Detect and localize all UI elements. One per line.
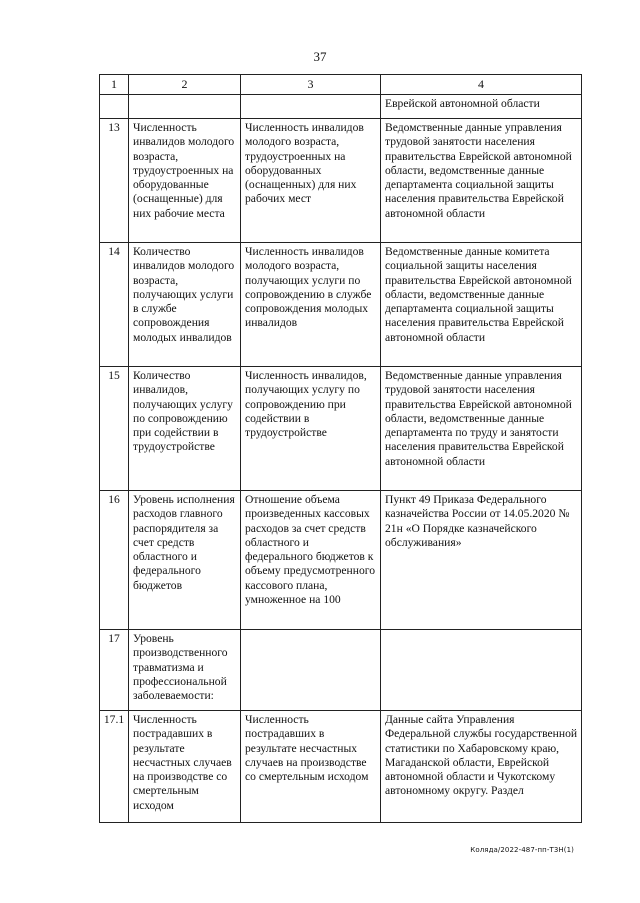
row-number: 14 (100, 243, 129, 367)
page-number: 37 (313, 49, 327, 64)
data-source (381, 630, 582, 711)
data-source: Данные сайта Управления Федеральной службы государственной статистики по Хабаровскому краю, Магаданской области, Еврейской автономной области и Чукотскому автономному округу. Раздел (381, 711, 582, 823)
indicator-name (129, 95, 241, 119)
row-number: 15 (100, 367, 129, 491)
table-row (100, 491, 582, 630)
row-number: 16 (100, 491, 129, 630)
indicator-name: Количество инвалидов, получающих услугу по сопровождению при содействии в трудоустройстве (129, 367, 241, 491)
indicator-name: Численность пострадавших в результате несчастных случаев на производстве со смертельным исходом (129, 711, 241, 823)
indicators-table (99, 74, 582, 823)
document-footer-code: Коляда/2022-487-пп-Т3Н(1) (470, 846, 574, 854)
data-source: Ведомственные данные управления трудовой занятости населения правительства Еврейской автономной области, ведомственные данные департамента по труду и занятости населения правительства Еврейской автономной области (381, 367, 582, 491)
header-col-4: 4 (381, 75, 582, 95)
calculation-method (241, 95, 381, 119)
row-number: 17 (100, 630, 129, 711)
table-row (100, 119, 582, 243)
calculation-method (241, 630, 381, 711)
data-source: Пункт 49 Приказа Федерального казначейства России от 14.05.2020 № 21н «О Порядке казначейского обслуживания» (381, 491, 582, 630)
row-number: 13 (100, 119, 129, 243)
row-number: 17.1 (100, 711, 129, 823)
calculation-method: Отношение объема произведенных кассовых расходов за счет средств областного и федерального бюджетов к объему предусмотренного кассового плана, умноженное на 100 (241, 491, 381, 630)
data-source: Ведомственные данные комитета социальной защиты населения правительства Еврейской автономной области, ведомственные данные департамента социальной защиты населения правительства Еврейской автономной области (381, 243, 582, 367)
data-source: Еврейской автономной области (381, 95, 582, 119)
table-row (100, 95, 582, 119)
indicator-name: Количество инвалидов молодого возраста, получающих услуги в службе сопровождения молодых инвалидов (129, 243, 241, 367)
table-row (100, 711, 582, 823)
header-col-1: 1 (100, 75, 129, 95)
header-col-2: 2 (129, 75, 241, 95)
indicator-name: Уровень производственного травматизма и профессиональной заболеваемости: (129, 630, 241, 711)
row-number (100, 95, 129, 119)
calculation-method: Численность пострадавших в результате несчастных случаев на производстве со смертельным исходом (241, 711, 381, 823)
table-row (100, 367, 582, 491)
indicator-name: Численность инвалидов молодого возраста, трудоустроенных на оборудованные (оснащенные) для них рабочие места (129, 119, 241, 243)
table-row (100, 630, 582, 711)
indicator-name: Уровень исполнения расходов главного распорядителя за счет средств областного и федерального бюджетов (129, 491, 241, 630)
calculation-method: Численность инвалидов, получающих услугу по сопровождению при содействии в трудоустройстве (241, 367, 381, 491)
table-header-row (100, 75, 582, 95)
header-col-3: 3 (241, 75, 381, 95)
data-source: Ведомственные данные управления трудовой занятости населения правительства Еврейской автономной области, ведомственные данные департамента социальной защиты населения правительства Еврейской автономной области (381, 119, 582, 243)
calculation-method: Численность инвалидов молодого возраста, трудоустроенных на оборудованных (оснащенных) для них рабочих мест (241, 119, 381, 243)
table-row (100, 243, 582, 367)
calculation-method: Численность инвалидов молодого возраста, получающих услуги по сопровождению в службе сопровождения молодых инвалидов (241, 243, 381, 367)
